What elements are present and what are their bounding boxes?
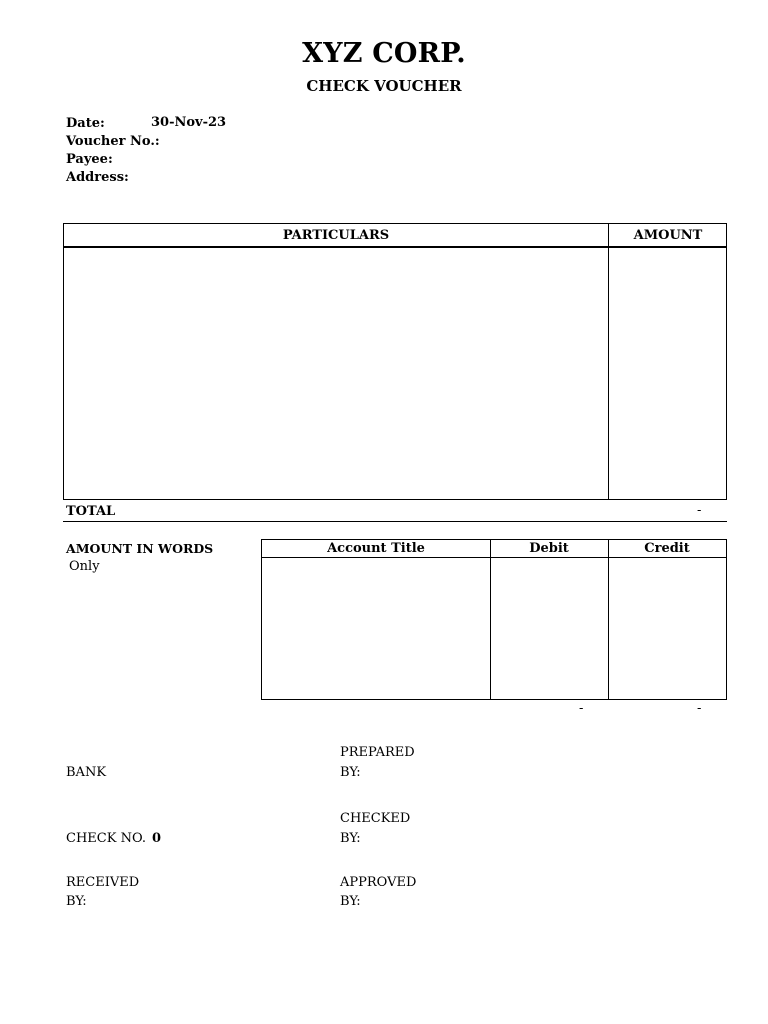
- amount-in-words-label: AMOUNT IN WORDS: [66, 541, 214, 556]
- account-title-header: Account Title: [327, 541, 425, 556]
- approved-by-label-line2: BY:: [340, 894, 361, 909]
- amount-in-words-value: Only: [69, 559, 100, 574]
- particulars-header: PARTICULARS: [282, 228, 390, 243]
- total-label: TOTAL: [66, 504, 116, 519]
- checked-by-label-line2: BY:: [340, 831, 361, 846]
- column-divider: [608, 224, 609, 499]
- payee-label: Payee:: [66, 152, 113, 167]
- checked-by-label-line1: CHECKED: [340, 811, 411, 826]
- account-header-divider: [262, 557, 726, 558]
- check-no-value: 0: [152, 831, 162, 846]
- total-value: -: [697, 503, 702, 518]
- amount-header: AMOUNT: [633, 228, 703, 243]
- account-column-divider-2: [608, 540, 609, 699]
- bank-label: BANK: [66, 765, 107, 780]
- check-no-label: CHECK NO.: [66, 831, 146, 846]
- account-column-divider-1: [490, 540, 491, 699]
- total-underline: [63, 521, 727, 522]
- particulars-table: [63, 223, 727, 500]
- date-value: 30-Nov-23: [151, 115, 227, 130]
- account-table: [261, 539, 727, 700]
- received-by-label-line1: RECEIVED: [66, 875, 140, 890]
- date-label: Date:: [66, 116, 105, 131]
- debit-total: -: [579, 701, 584, 716]
- debit-header: Debit: [529, 541, 569, 556]
- voucher-no-label: Voucher No.:: [66, 134, 160, 149]
- credit-total: -: [697, 701, 702, 716]
- received-by-label-line2: BY:: [66, 894, 87, 909]
- address-label: Address:: [66, 170, 129, 185]
- prepared-by-label-line1: PREPARED: [340, 745, 415, 760]
- document-title: CHECK VOUCHER: [306, 77, 462, 95]
- approved-by-label-line1: APPROVED: [340, 875, 417, 890]
- prepared-by-label-line2: BY:: [340, 765, 361, 780]
- header-divider: [64, 246, 726, 248]
- company-name: XYZ CORP.: [302, 38, 466, 69]
- credit-header: Credit: [644, 541, 690, 556]
